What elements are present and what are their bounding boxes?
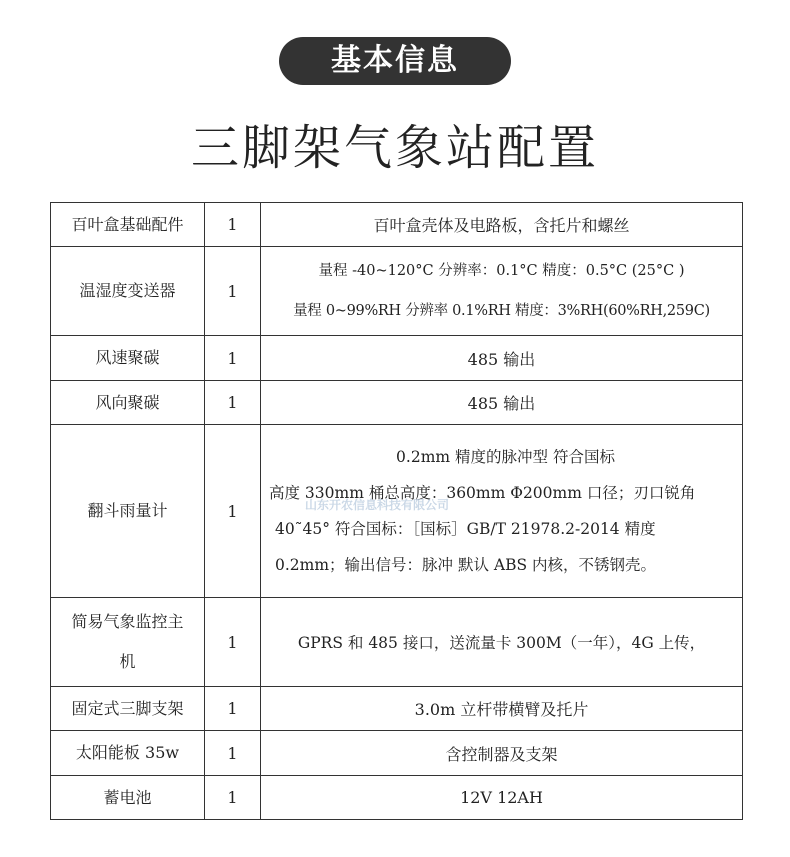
- table-row: [51, 776, 743, 820]
- table-row: [51, 731, 743, 776]
- item-name: 百叶盒基础配件: [51, 203, 205, 247]
- config-table: [50, 202, 743, 820]
- desc-line: 高度 330mm 桶总高度：360mm Φ200mm 口径；刃口锐角: [269, 484, 696, 502]
- item-name: 风向聚碳: [51, 381, 205, 425]
- item-name: 固定式三脚支架: [51, 687, 205, 731]
- item-name: 翻斗雨量计: [51, 425, 205, 598]
- desc-line: GPRS 和 485 接口，送流量卡 300M（一年），4G 上传，: [297, 634, 706, 652]
- item-name: 蓄电池: [51, 776, 205, 820]
- page-title: 三脚架气象站配置: [190, 120, 599, 176]
- item-desc: [261, 687, 743, 731]
- item-desc: [261, 247, 743, 336]
- item-qty: 1: [205, 336, 261, 381]
- item-qty: 1: [205, 687, 261, 731]
- item-desc: [261, 598, 743, 687]
- desc-line: 485 输出: [467, 394, 536, 413]
- table-row: [51, 247, 743, 336]
- desc-line: 0.2mm 精度的脉冲型 符合国标: [396, 448, 615, 466]
- table-row: [51, 425, 743, 598]
- item-name-line: 机: [119, 652, 136, 671]
- item-desc: [261, 203, 743, 247]
- table-row: [51, 203, 743, 247]
- item-name: 温湿度变送器: [51, 247, 205, 336]
- item-qty: 1: [205, 425, 261, 598]
- desc-line: 3.0m 立杆带横臂及托片: [414, 700, 589, 719]
- item-qty: 1: [205, 598, 261, 687]
- item-desc: [261, 731, 743, 776]
- item-qty: 1: [205, 776, 261, 820]
- desc-line: 量程 0~99%RH 分辨率 0.1%RH 精度：3%RH(60%RH,259C): [293, 303, 710, 319]
- item-name-line: 简易气象监控主: [71, 612, 184, 631]
- item-name: [51, 598, 205, 687]
- item-desc: [261, 425, 743, 598]
- desc-line: 485 输出: [467, 349, 536, 369]
- desc-line: 含控制器及支架: [445, 744, 558, 764]
- item-desc: [261, 381, 743, 425]
- table-row: [51, 381, 743, 425]
- table-row: [51, 598, 743, 687]
- item-qty: 1: [205, 381, 261, 425]
- item-name: 太阳能板 35w: [51, 731, 205, 776]
- desc-line: 12V 12AH: [460, 788, 543, 807]
- table-row: [51, 687, 743, 731]
- item-qty: 1: [205, 247, 261, 336]
- desc-line: 0.2mm；输出信号：脉冲 默认 ABS 内核，不锈钢壳。: [275, 556, 657, 574]
- table-row: [51, 336, 743, 381]
- item-desc: [261, 776, 743, 820]
- item-desc: [261, 336, 743, 381]
- desc-line: 百叶盒壳体及电路板，含托片和螺丝: [373, 216, 630, 235]
- item-qty: 1: [205, 731, 261, 776]
- section-badge: 基本信息: [279, 37, 511, 85]
- item-qty: 1: [205, 203, 261, 247]
- desc-line: 量程 -40~120°C 分辨率：0.1°C 精度：0.5°C (25°C ): [318, 263, 685, 279]
- item-name: 风速聚碳: [51, 336, 205, 381]
- watermark: 山东开农信息科技有限公司: [305, 498, 450, 512]
- desc-line: 40˜45° 符合国标：［国标］GB/T 21978.2-2014 精度: [275, 520, 656, 538]
